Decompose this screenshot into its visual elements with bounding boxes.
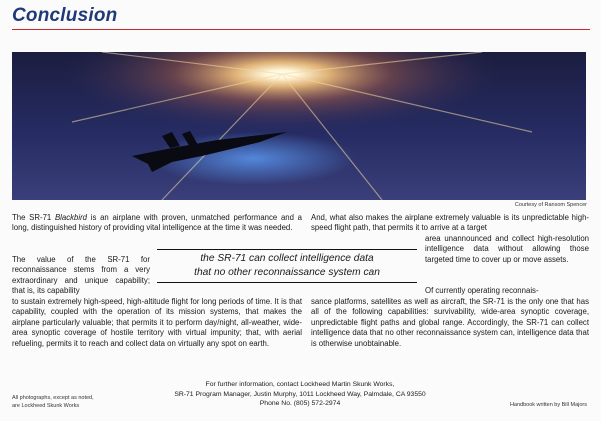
paragraph-intro: The SR-71 Blackbird is an airplane with proven, unmatched performance and a long, distinguished history of providing vital intelligence at the time it was needed. [12, 213, 302, 233]
photo-credit: Courtesy of Ransom Spencer [514, 202, 587, 208]
pull-quote [157, 249, 417, 283]
paragraph-flight-path: And, what also makes the airplane extremely valuable is its unpredictable high-speed flight path, that permits it to arrive at a target [311, 213, 589, 233]
handbook-credit: Handbook written by Bill Majors [509, 402, 587, 408]
paragraph-flight-path-narrow: area unannounced and collect high-resolution intelligence data without allowing those targeted time to cover up or move assets. [425, 234, 589, 264]
paragraph-platforms-wide: sance platforms, satellites as well as aircraft, the SR-71 is the only one that has all of the following capabilities: survivability, wide-area synoptic coverage, unpredictable flight paths and global range. Accordingly, the SR-71 can collect intelligence data that no other reconnaissance system can, intelligence data that is otherwise unobtainable. [311, 297, 589, 348]
sr71-photo [12, 52, 586, 200]
sr71-sunburst-image [12, 52, 586, 200]
page-title: Conclusion [12, 5, 118, 26]
aircraft-name: Blackbird [54, 213, 88, 222]
paragraph-value-narrow: The value of the SR-71 for reconnaissance stems from a very extraordinary and unique capability; that is, its capability [12, 255, 150, 296]
paragraph-platforms-narrow: Of currently operating reconnais- [425, 286, 539, 295]
phone-number: Phone No. (805) 572-2974 [259, 400, 341, 408]
photo-note: All photographs, except as noted, are Lockheed Skunk Works [12, 395, 94, 409]
contact-info: For further information, contact Lockheed Martin Skunk Works, SR-71 Program Manager, Justin Murphy, 1011 Lockheed Way, Palmdale, CA 93550 Phone No. (805) 572-2974 [120, 380, 480, 409]
paragraph-value-wide: to sustain extremely high-speed, high-altitude flight for long periods of time. It is that capability, coupled with the operation of its mission systems, that makes the airplane particularly valuable; that permits it to perform day/night, all-weather, wide-area synoptic coverage of hostile territory with virtual impunity; that, with aerial refueling, permits it to reach and collect data on virtually any spot on earth. [12, 297, 302, 348]
title-rule [12, 29, 590, 30]
pull-quote-line-2: that no other reconnaissance system can [194, 267, 380, 278]
pull-quote-line-1: the SR-71 can collect intelligence data [200, 253, 374, 264]
